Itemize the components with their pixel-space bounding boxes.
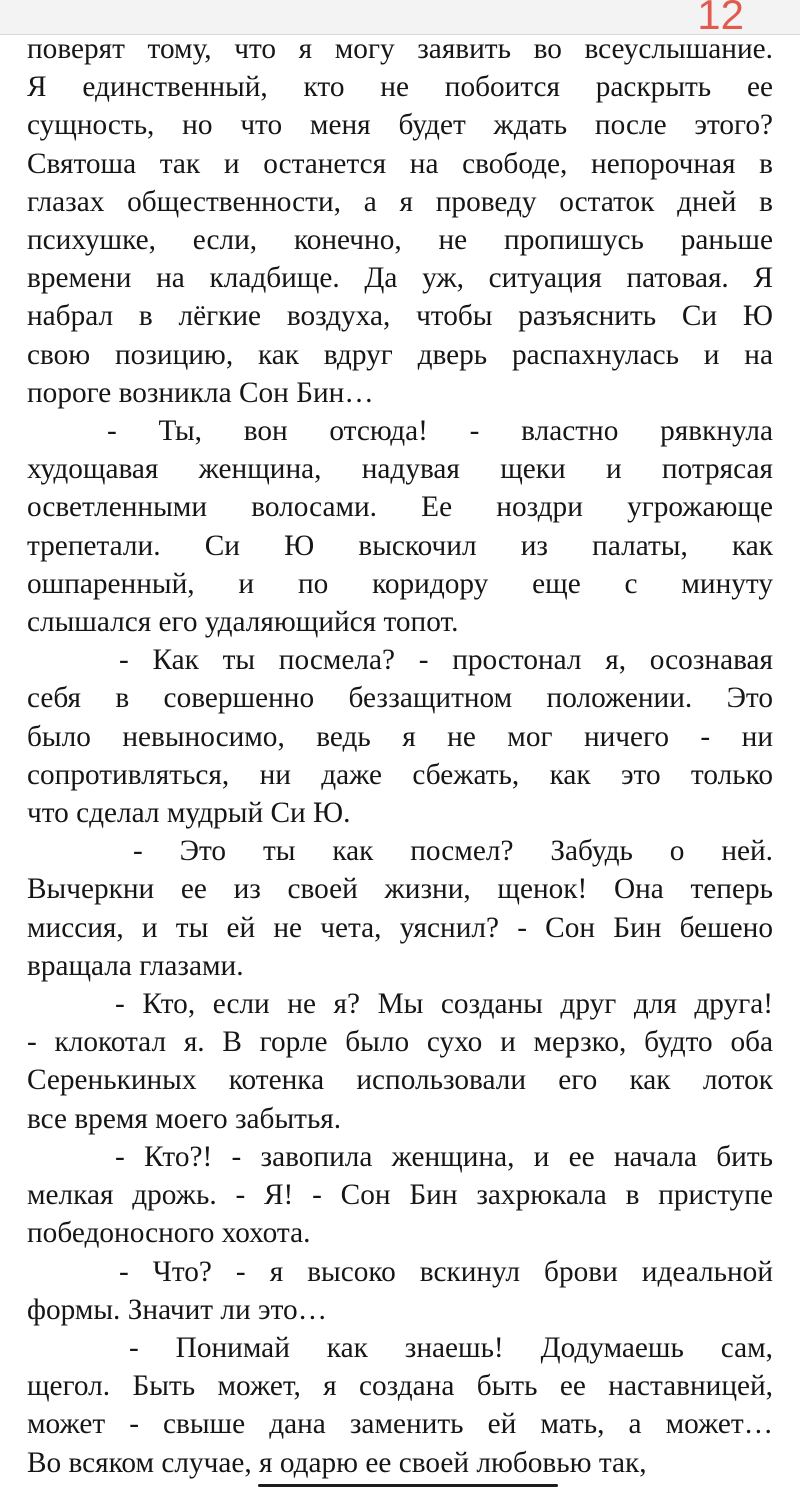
- text-line: глазах общественности, а я проведу остаток дней в: [27, 185, 773, 218]
- page-number: 12: [697, 0, 744, 38]
- text-line: набрал в лёгкие воздуха, чтобы разъяснить Си Ю: [27, 300, 773, 333]
- paragraph: [27, 30, 773, 412]
- text-line: худощавая женщина, надувая щеки и потрясая: [27, 453, 773, 486]
- text-line: пороге возникла Сон Бин…: [27, 376, 374, 409]
- paragraph: [27, 1253, 773, 1329]
- text-line: ошпаренный, и по коридору еще с минуту: [27, 567, 773, 600]
- text-line: - Как ты посмела? - простонал я, осознавая: [119, 644, 773, 677]
- text-line: Во всяком случае, я одарю ее своей любовью так,: [27, 1446, 647, 1479]
- text-line: вращала глазами.: [27, 949, 244, 982]
- text-line: все время моего забытья.: [27, 1102, 342, 1135]
- text-line: Святоша так и останется на свободе, непорочная в: [27, 147, 773, 180]
- text-line: формы. Значит ли это…: [27, 1293, 327, 1326]
- text-line: щегол. Быть может, я создана быть ее наставницей,: [27, 1370, 773, 1403]
- paragraph: [27, 412, 773, 641]
- text-line: себя в совершенно беззащитном положении. Это: [27, 682, 773, 715]
- text-line: слышался его удаляющийся топот.: [27, 606, 459, 639]
- text-line: Серенькиных котенка использовали его как лоток: [27, 1064, 773, 1097]
- text-line: - клокотал я. В горле было сухо и мерзко, будто оба: [27, 1026, 773, 1059]
- text-line: поверят тому, что я могу заявить во всеуслышание.: [27, 33, 773, 65]
- text-line: миссия, и ты ей не чета, уяснил? - Сон Бин бешено: [27, 911, 773, 944]
- text-line: победоносного хохота.: [27, 1217, 311, 1250]
- paragraph: [27, 985, 773, 1138]
- text-line: - Понимай как знаешь! Додумаешь сам,: [129, 1331, 773, 1364]
- paragraph: [27, 1329, 773, 1482]
- text-line: Вычеркни ее из своей жизни, щенок! Она теперь: [27, 873, 773, 906]
- text-line: - Кто?! - завопила женщина, и ее начала бить: [115, 1140, 773, 1173]
- text-line: сопротивляться, ни даже сбежать, как это только: [27, 758, 773, 791]
- text-line: было невыносимо, ведь я не мог ничего - ни: [27, 720, 773, 753]
- paragraph: [27, 641, 773, 832]
- text-line: времени на кладбище. Да уж, ситуация патовая. Я: [27, 262, 773, 295]
- text-line: может - свыше дана заменить ей мать, а может…: [27, 1408, 773, 1441]
- text-line: - Это ты как посмел? Забудь о ней.: [133, 835, 773, 868]
- text-line: мелкая дрожь. - Я! - Сон Бин захрюкала в приступе: [27, 1179, 773, 1212]
- text-line: трепетали. Си Ю выскочил из палаты, как: [27, 529, 773, 562]
- text-line: - Ты, вон отсюда! - властно рявкнула: [107, 415, 773, 448]
- text-line: что сделал мудрый Си Ю.: [27, 797, 351, 830]
- text-line: осветленными волосами. Ее ноздри угрожающе: [27, 491, 773, 524]
- document-text: [27, 30, 773, 1482]
- text-line: - Что? - я высоко вскинул брови идеальной: [119, 1255, 773, 1288]
- paragraph: [27, 832, 773, 985]
- text-line: Я единственный, кто не побоится раскрыть ее: [27, 71, 773, 104]
- paragraph: [27, 1138, 773, 1253]
- text-line: психушке, если, конечно, не пропишусь раньше: [27, 224, 773, 257]
- text-line: - Кто, если не я? Мы созданы друг для друга!: [115, 988, 773, 1021]
- text-line: сущность, но что меня будет ждать после этого?: [27, 109, 773, 142]
- text-line: свою позицию, как вдруг дверь распахнулась и на: [27, 338, 773, 371]
